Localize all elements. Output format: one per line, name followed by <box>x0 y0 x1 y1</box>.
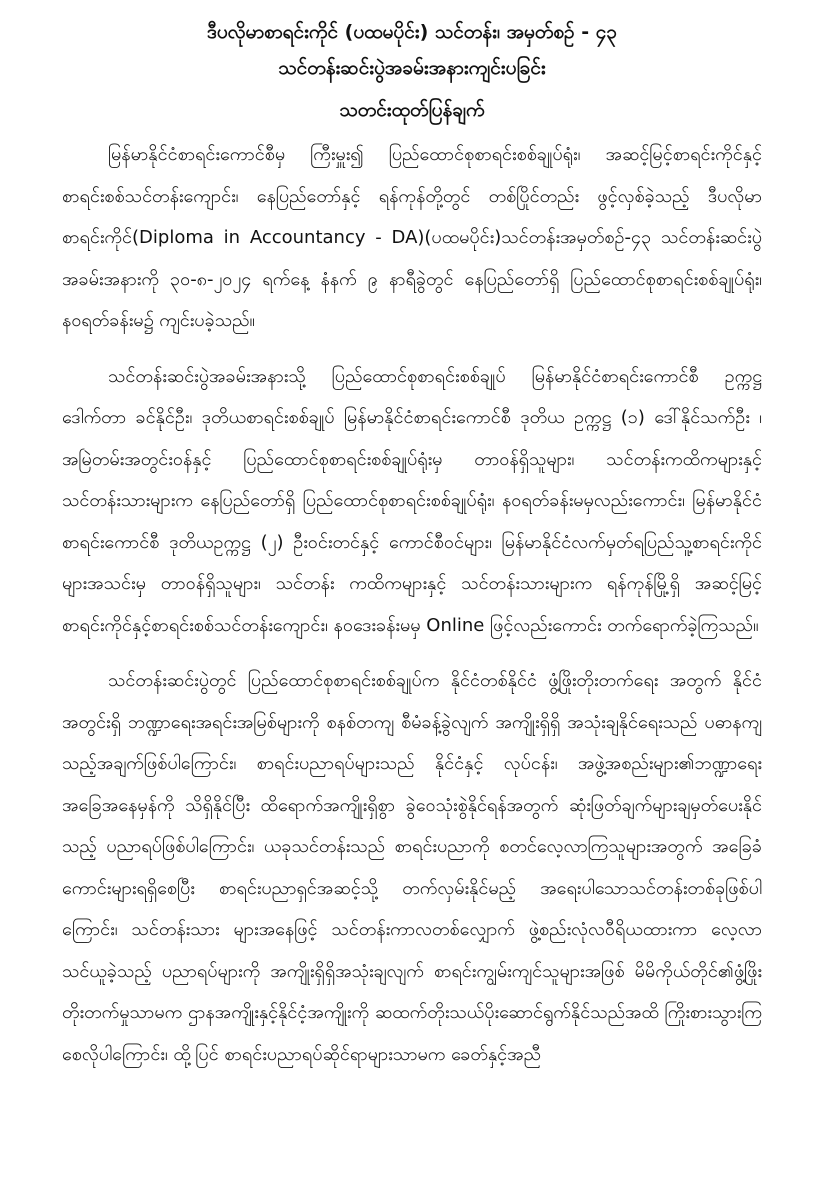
paragraph-2: သင်တန်းဆင်းပွဲအခမ်းအနားသို့ ပြည်ထောင်စုစာရင်းစစ်ချုပ် မြန်မာနိုင်ငံစာရင်းကောင်စီ ဥက္ကဋ္ဌ ဒေါက်တာ ခင်နိုင်ဦး၊ ဒုတိယစာရင်းစစ်ချုပ် မြန်မာနိုင်ငံစာရင်းကောင်စီ ဒုတိယ ဥက္ကဋ္ဌ (၁) ဒေါ်နိုင်သက်ဦး ၊ အမြဲတမ်းအတွင်းဝန်နှင့် ပြည်ထောင်စုစာရင်းစစ်ချုပ်ရုံးမှ တာဝန်ရှိသူများ၊ သင်တန်းကထိကများနှင့် သင်တန်းသားများက နေပြည်တော်ရှိ ပြည်ထောင်စုစာရင်းစစ်ချုပ်ရုံး၊ နဝရတ်ခန်းမမှလည်းကောင်း၊ မြန်မာနိုင်ငံစာရင်းကောင်စီ ဒုတိယဥက္ကဋ္ဌ (၂) ဦးဝင်းတင်နှင့် ကောင်စီဝင်များ၊ မြန်မာနိုင်ငံလက်မှတ်ရပြည်သူ့စာရင်းကိုင်များအသင်းမှ တာဝန်ရှိသူများ၊ သင်တန်း ကထိကများနှင့် သင်တန်းသားများက ရန်ကုန်မြို့ရှိ အဆင့်မြင့်စာရင်းကိုင်နှင့်စာရင်းစစ်သင်တန်းကျောင်း၊ နဝဒေးခန်းမမှ Online ဖြင့်လည်းကောင်း တက်ရောက်ခဲ့ကြသည်။ <box>62 365 762 636</box>
document-heading-press-release: သတင်းထုတ်ပြန်ချက် <box>339 99 485 121</box>
paragraph-3: သင်တန်းဆင်းပွဲတွင် ပြည်ထောင်စုစာရင်းစစ်ချုပ်က နိုင်ငံတစ်နိုင်ငံ ဖွံ့ဖြိုးတိုးတက်ရေး အတွက် နိုင်ငံအတွင်းရှိ ဘဏ္ဍာရေးအရင်းအမြစ်များကို စနစ်တကျ စီမံခန့်ခွဲလျက် အကျိုးရှိရှိ အသုံးချနိုင်ရေးသည် ပဓာနကျသည့်အချက်ဖြစ်ပါကြောင်း၊ စာရင်းပညာရပ်များသည် နိုင်ငံနှင့် လုပ်ငန်း၊ အဖွဲ့အစည်းများ၏ဘဏ္ဍာရေးအခြေအနေမှန်ကို သိရှိနိုင်ပြီး ထိရောက်အကျိုးရှိစွာ ခွဲဝေသုံးစွဲနိုင်ရန်အတွက် ဆုံးဖြတ်ချက်များချမှတ်ပေးနိုင်သည့် ပညာရပ်ဖြစ်ပါကြောင်း၊ ယခုသင်တန်းသည် စာရင်းပညာကို စတင်လေ့လာကြသူများအတွက် အခြေခံကောင်းများရရှိစေပြီး စာရင်းပညာရှင်အဆင့်သို့ တက်လှမ်းနိုင်မည့် အရေးပါသောသင်တန်းတစ်ခုဖြစ်ပါကြောင်း၊ သင်တန်းသား များအနေဖြင့် သင်တန်းကာလတစ်လျှောက် ဖွဲ့စည်းလုံလဝီရိယထားကာ လေ့လာသင်ယူခဲ့သည့် ပညာရပ်များကို အကျိုးရှိရှိအသုံးချလျက် စာရင်းကျွမ်းကျင်သူများအဖြစ် မိမိကိုယ်တိုင်၏ဖွံ့ဖြိုး တိုးတက်မှုသာမက ဌာနအကျိုးနှင့်နိုင်ငံ့အကျိုးကို ဆထက်တိုးသယ်ပိုးဆောင်ရွက်နိုင်သည်အထိ ကြိုးစားသွားကြစေလိုပါကြောင်း၊ ထို့ပြင် စာရင်းပညာရပ်ဆိုင်ရာများသာမက ခေတ်နှင့်အညီ <box>62 670 762 1065</box>
document-subtitle: သင်တန်းဆင်းပွဲအခမ်းအနားကျင်းပခြင်း <box>278 57 546 79</box>
document-title: ဒီပလိုမာစာရင်းကိုင် (ပထမပိုင်း) သင်တန်း၊ အမှတ်စဉ် - ၄၃ <box>206 21 618 43</box>
document-body <box>62 134 762 1075</box>
document-header <box>62 14 762 128</box>
paragraph-1: မြန်မာနိုင်ငံစာရင်းကောင်စီမှ ကြီးမှူး၍ ပြည်ထောင်စုစာရင်းစစ်ချုပ်ရုံး၊ အဆင့်မြင့်စာရင်းကိုင်နှင့်စာရင်းစစ်သင်တန်းကျောင်း၊ နေပြည်တော်နှင့် ရန်ကုန်တို့တွင် တစ်ပြိုင်တည်း ဖွင့်လှစ်ခဲ့သည့် ဒီပလိုမာစာရင်းကိုင်(Diploma in Accountancy - DA)(ပထမပိုင်း)သင်တန်းအမှတ်စဉ်-၄၃ သင်တန်းဆင်းပွဲ အခမ်းအနားကို ၃၀-၈-၂၀၂၄ ရက်နေ့ နံနက် ၉ နာရီခွဲတွင် နေပြည်တော်ရှိ ပြည်ထောင်စုစာရင်းစစ်ချုပ်ရုံး၊ နဝရတ်ခန်းမ၌ ကျင်းပခဲ့သည်။ <box>62 144 762 331</box>
